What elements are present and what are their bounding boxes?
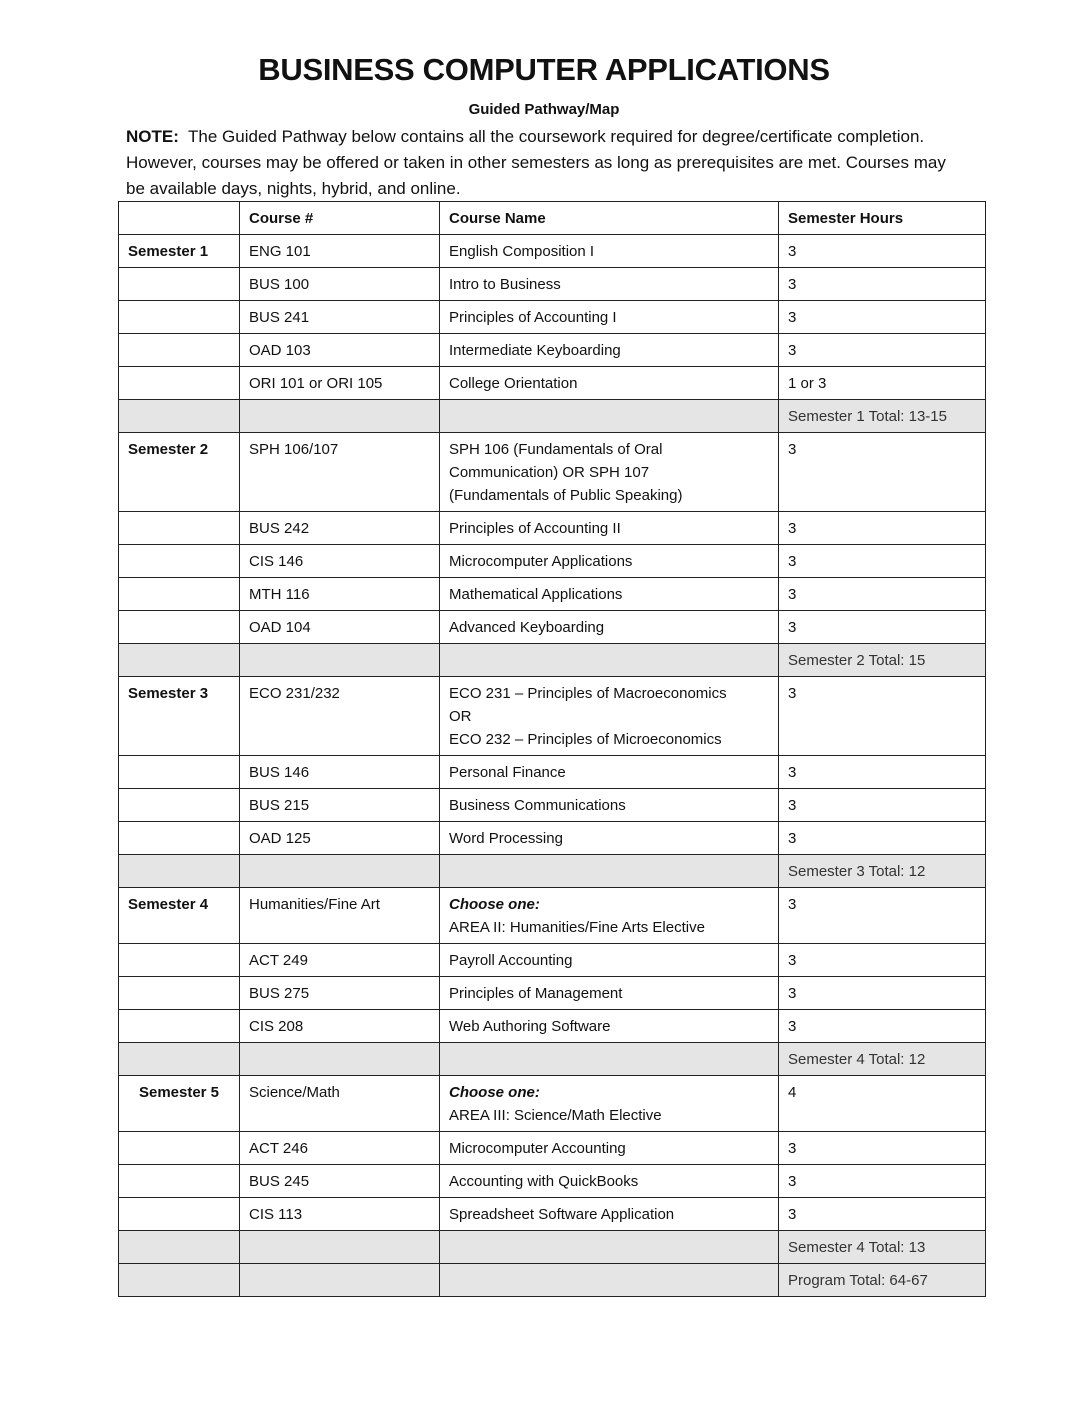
course-number-cell: OAD 103 [240, 334, 440, 367]
semester-cell [119, 1010, 240, 1043]
semester-cell [119, 301, 240, 334]
semester-hours-cell: 3 [779, 677, 986, 756]
page-subtitle: Guided Pathway/Map [468, 101, 620, 118]
course-name-cell [440, 1165, 779, 1198]
course-name-text: Accounting with QuickBooks [449, 1173, 639, 1190]
course-row [119, 334, 986, 367]
semester-cell [119, 578, 240, 611]
course-row [119, 433, 986, 512]
course-name-cell [440, 367, 779, 400]
total-cell: Semester 4 Total: 12 [779, 1043, 986, 1076]
course-number-cell: Science/Math [240, 1076, 440, 1132]
semester-hours-cell: 3 [779, 611, 986, 644]
course-number-cell: Humanities/Fine Art [240, 888, 440, 944]
course-name-cell [440, 1076, 779, 1132]
empty-cell [240, 1264, 440, 1297]
course-name-cell [440, 822, 779, 855]
page-title: BUSINESS COMPUTER APPLICATIONS [258, 52, 830, 87]
course-number-cell: BUS 100 [240, 268, 440, 301]
course-name-text: Intermediate Keyboarding [449, 342, 621, 359]
course-row [119, 367, 986, 400]
course-name-cell [440, 888, 779, 944]
course-name-text: Word Processing [449, 830, 563, 847]
course-number-cell: OAD 104 [240, 611, 440, 644]
semester-hours-cell: 3 [779, 756, 986, 789]
course-name-text: Web Authoring Software [449, 1018, 611, 1035]
semester-hours-cell: 3 [779, 578, 986, 611]
course-name-text: AREA III: Science/Math Elective [449, 1107, 662, 1124]
semester-cell [119, 944, 240, 977]
empty-cell [240, 855, 440, 888]
course-row [119, 1132, 986, 1165]
course-name-cell [440, 1198, 779, 1231]
course-name-line: ECO 232 – Principles of Microeconomics [449, 731, 722, 748]
course-name-cell [440, 433, 779, 512]
semester-hours-cell: 3 [779, 268, 986, 301]
header-semester [119, 202, 240, 235]
semester-cell [119, 512, 240, 545]
total-cell: Semester 3 Total: 12 [779, 855, 986, 888]
course-row [119, 944, 986, 977]
course-row [119, 578, 986, 611]
total-row [119, 1231, 986, 1264]
course-name-text: Principles of Accounting II [449, 520, 621, 537]
course-row [119, 677, 986, 756]
semester-cell [119, 1165, 240, 1198]
empty-cell [440, 1264, 779, 1297]
course-row [119, 789, 986, 822]
course-number-cell: SPH 106/107 [240, 433, 440, 512]
course-number-cell: MTH 116 [240, 578, 440, 611]
course-row [119, 545, 986, 578]
course-row [119, 268, 986, 301]
total-cell: Program Total: 64-67 [779, 1264, 986, 1297]
course-name-cell [440, 789, 779, 822]
semester-cell [119, 268, 240, 301]
semester-cell: Semester 4 [119, 888, 240, 944]
course-number-cell: ACT 246 [240, 1132, 440, 1165]
header-course-number: Course # [240, 202, 440, 235]
course-number-cell: BUS 241 [240, 301, 440, 334]
empty-cell [240, 1231, 440, 1264]
semester-hours-cell: 3 [779, 1198, 986, 1231]
course-name-text: Mathematical Applications [449, 586, 623, 603]
course-row [119, 1010, 986, 1043]
semester-hours-cell: 3 [779, 977, 986, 1010]
empty-cell [440, 644, 779, 677]
choose-one-label: Choose one: [449, 1084, 540, 1101]
course-name-line: OR [449, 708, 472, 725]
semester-hours-cell: 3 [779, 545, 986, 578]
semester-hours-cell: 3 [779, 301, 986, 334]
total-row [119, 855, 986, 888]
course-name-cell [440, 268, 779, 301]
empty-cell [440, 1043, 779, 1076]
course-row [119, 301, 986, 334]
total-row [119, 644, 986, 677]
course-row [119, 756, 986, 789]
course-number-cell: OAD 125 [240, 822, 440, 855]
course-number-cell: BUS 146 [240, 756, 440, 789]
semester-cell [119, 822, 240, 855]
course-number-cell: ECO 231/232 [240, 677, 440, 756]
empty-cell [440, 400, 779, 433]
empty-cell [240, 400, 440, 433]
course-row [119, 512, 986, 545]
course-name-line: Communication) OR SPH 107 [449, 464, 650, 481]
pathway-table [118, 201, 986, 1297]
course-number-cell: ENG 101 [240, 235, 440, 268]
note-paragraph [126, 124, 966, 202]
semester-cell [119, 789, 240, 822]
semester-hours-cell: 3 [779, 433, 986, 512]
semester-hours-cell: 3 [779, 235, 986, 268]
semester-cell: Semester 3 [119, 677, 240, 756]
total-cell: Semester 2 Total: 15 [779, 644, 986, 677]
course-row [119, 235, 986, 268]
note-label: NOTE: [126, 127, 179, 146]
empty-cell [240, 644, 440, 677]
course-number-cell: ACT 249 [240, 944, 440, 977]
course-name-cell [440, 1010, 779, 1043]
table-header-row [119, 202, 986, 235]
course-name-line: SPH 106 (Fundamentals of Oral [449, 441, 663, 458]
empty-cell [119, 855, 240, 888]
course-number-cell: BUS 242 [240, 512, 440, 545]
total-cell: Semester 4 Total: 13 [779, 1231, 986, 1264]
header-course-name: Course Name [440, 202, 779, 235]
semester-cell [119, 756, 240, 789]
semester-hours-cell: 3 [779, 888, 986, 944]
semester-hours-cell: 3 [779, 944, 986, 977]
course-name-cell [440, 545, 779, 578]
course-row [119, 822, 986, 855]
course-name-cell [440, 301, 779, 334]
course-name-cell [440, 611, 779, 644]
course-name-text: Microcomputer Applications [449, 553, 633, 570]
course-number-cell: CIS 146 [240, 545, 440, 578]
total-row [119, 1264, 986, 1297]
semester-cell [119, 367, 240, 400]
course-name-text: Business Communications [449, 797, 626, 814]
empty-cell [440, 855, 779, 888]
note-text: The Guided Pathway below contains all the coursework required for degree/certificate completion. However, courses may be offered or taken in other semesters as long as prerequisites are met. Courses may be available days, nights, hybrid, and online. [126, 127, 946, 198]
course-name-cell [440, 578, 779, 611]
header-semester-hours: Semester Hours [779, 202, 986, 235]
course-name-cell [440, 334, 779, 367]
course-row [119, 1165, 986, 1198]
course-name-cell [440, 512, 779, 545]
course-name-line: ECO 231 – Principles of Macroeconomics [449, 685, 727, 702]
semester-hours-cell: 3 [779, 512, 986, 545]
course-name-text: College Orientation [449, 375, 578, 392]
course-name-text: Spreadsheet Software Application [449, 1206, 675, 1223]
course-row [119, 1198, 986, 1231]
course-number-cell: BUS 215 [240, 789, 440, 822]
course-number-cell: BUS 245 [240, 1165, 440, 1198]
table-body [119, 235, 986, 1297]
empty-cell [119, 644, 240, 677]
course-name-text: Microcomputer Accounting [449, 1140, 626, 1157]
semester-cell [119, 1132, 240, 1165]
total-row [119, 1043, 986, 1076]
empty-cell [240, 1043, 440, 1076]
semester-cell [119, 611, 240, 644]
course-name-text: Advanced Keyboarding [449, 619, 605, 636]
course-name-line: (Fundamentals of Public Speaking) [449, 487, 683, 504]
semester-hours-cell: 3 [779, 1132, 986, 1165]
course-name-text: English Composition I [449, 243, 595, 260]
course-name-cell [440, 677, 779, 756]
empty-cell [119, 1231, 240, 1264]
course-name-cell [440, 1132, 779, 1165]
course-name-text: Personal Finance [449, 764, 566, 781]
semester-hours-cell: 1 or 3 [779, 367, 986, 400]
total-row [119, 400, 986, 433]
course-name-cell [440, 944, 779, 977]
semester-cell: Semester 5 [119, 1076, 240, 1132]
course-name-cell [440, 756, 779, 789]
course-row [119, 977, 986, 1010]
semester-hours-cell: 3 [779, 1010, 986, 1043]
semester-cell: Semester 2 [119, 433, 240, 512]
course-name-text: Intro to Business [449, 276, 561, 293]
course-number-cell: ORI 101 or ORI 105 [240, 367, 440, 400]
semester-cell [119, 977, 240, 1010]
total-cell: Semester 1 Total: 13-15 [779, 400, 986, 433]
course-name-text: AREA II: Humanities/Fine Arts Elective [449, 919, 705, 936]
semester-cell [119, 545, 240, 578]
course-number-cell: BUS 275 [240, 977, 440, 1010]
semester-hours-cell: 3 [779, 789, 986, 822]
semester-hours-cell: 4 [779, 1076, 986, 1132]
semester-cell: Semester 1 [119, 235, 240, 268]
course-name-text: Payroll Accounting [449, 952, 573, 969]
course-name-text: Principles of Accounting I [449, 309, 617, 326]
semester-cell [119, 1198, 240, 1231]
course-name-cell [440, 235, 779, 268]
semester-hours-cell: 3 [779, 1165, 986, 1198]
course-row [119, 888, 986, 944]
semester-hours-cell: 3 [779, 822, 986, 855]
course-row [119, 1076, 986, 1132]
course-row [119, 611, 986, 644]
choose-one-label: Choose one: [449, 896, 540, 913]
empty-cell [119, 400, 240, 433]
empty-cell [440, 1231, 779, 1264]
course-name-cell [440, 977, 779, 1010]
semester-hours-cell: 3 [779, 334, 986, 367]
empty-cell [119, 1043, 240, 1076]
course-number-cell: CIS 113 [240, 1198, 440, 1231]
course-name-text: Principles of Management [449, 985, 623, 1002]
empty-cell [119, 1264, 240, 1297]
course-number-cell: CIS 208 [240, 1010, 440, 1043]
semester-cell [119, 334, 240, 367]
